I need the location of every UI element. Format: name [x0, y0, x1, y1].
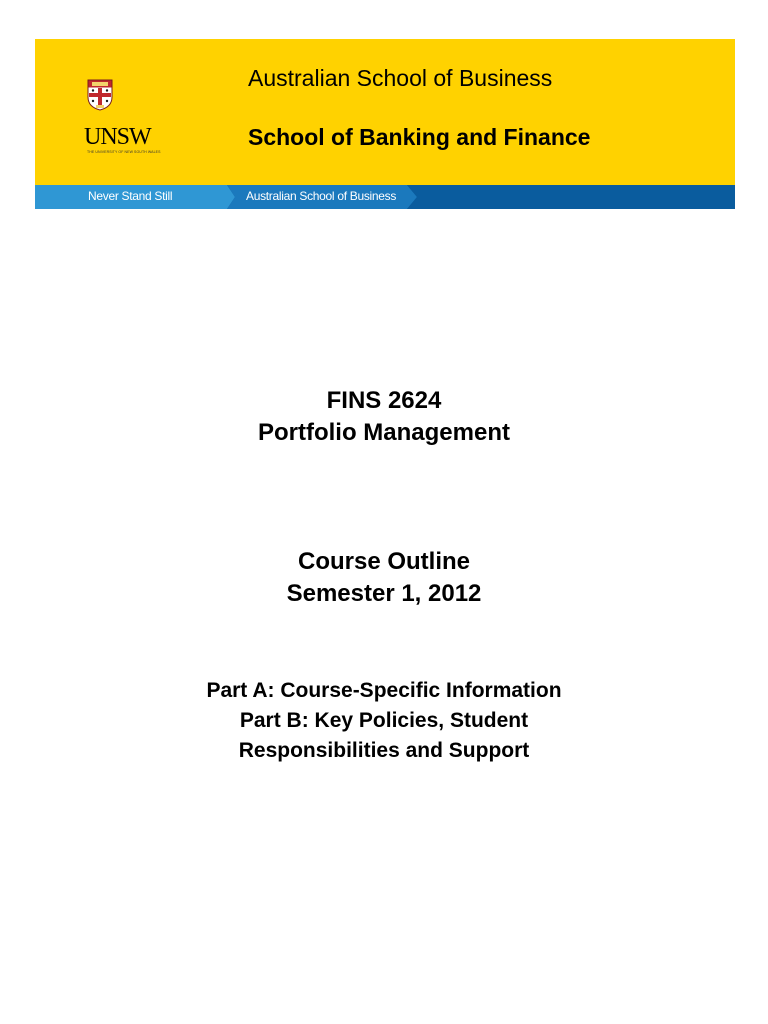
tagline-strip — [35, 185, 735, 209]
course-code: FINS 2624 — [326, 387, 442, 414]
semester-label: Semester 1, 2012 — [286, 580, 482, 607]
part-b-label-line1: Part B: Key Policies, Student — [239, 709, 529, 732]
part-b-label-line2: Responsibilities and Support — [238, 739, 530, 762]
tagline-text: Never Stand Still — [88, 189, 173, 203]
unsw-crest-icon — [87, 79, 113, 111]
department-name: School of Banking and Finance — [248, 124, 591, 150]
strip-school-text: Australian School of Business — [246, 189, 397, 203]
school-name: Australian School of Business — [248, 65, 553, 91]
part-a-label: Part A: Course-Specific Information — [206, 679, 562, 702]
course-name: Portfolio Management — [257, 419, 510, 446]
outline-title-block — [0, 546, 768, 610]
parts-block — [0, 676, 768, 766]
header-banner — [35, 39, 735, 209]
outline-title: Course Outline — [297, 548, 471, 575]
unsw-subtitle: THE UNIVERSITY OF NEW SOUTH WALES — [87, 150, 161, 154]
unsw-wordmark: UNSW — [84, 124, 151, 150]
course-title-block — [0, 385, 768, 449]
